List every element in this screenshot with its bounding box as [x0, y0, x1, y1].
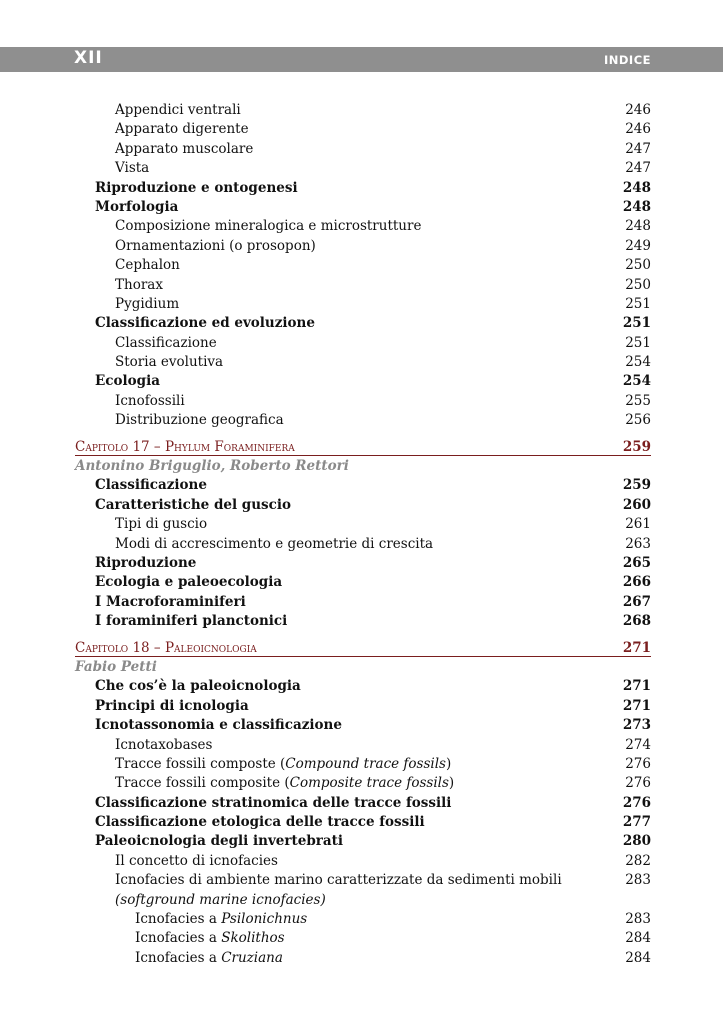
- toc-entry: [0, 217, 723, 236]
- toc-page-number: 276: [625, 755, 651, 772]
- toc-page-number: 276: [625, 775, 651, 792]
- toc-page-number: 246: [625, 121, 651, 138]
- toc-page-number: 283: [625, 872, 651, 889]
- toc-entry: [0, 353, 723, 372]
- toc-page-number: 280: [622, 833, 651, 850]
- toc-entry-label: Appendici ventrali: [115, 102, 241, 118]
- toc-entry-label: Distribuzione geografica: [115, 412, 284, 429]
- toc-entry: [0, 612, 723, 631]
- toc-page-number: 247: [625, 160, 651, 177]
- toc-entry: [0, 871, 723, 890]
- toc-entry: [0, 697, 723, 716]
- toc-page-number: 283: [625, 911, 651, 928]
- toc-entry: [0, 554, 723, 573]
- toc-page-number: 247: [625, 140, 651, 157]
- toc-entry: [0, 910, 723, 929]
- toc-page-number: 250: [625, 257, 651, 274]
- toc-entry-label: Capitolo 17 – Phylum Foraminifera: [75, 438, 295, 455]
- toc-entry-label: Thorax: [115, 276, 163, 293]
- toc-entry: [0, 140, 723, 159]
- toc-entry: [0, 832, 723, 851]
- toc-entry-label: Paleoicnologia degli invertebrati: [95, 833, 343, 850]
- toc-entry-label: (softground marine icnofacies): [115, 891, 326, 908]
- toc-page-number: 259: [622, 477, 651, 494]
- toc-entry: [0, 891, 723, 910]
- toc-entry-label: Caratteristiche del guscio: [95, 496, 292, 513]
- toc-entry-label: Riproduzione: [95, 554, 197, 571]
- toc-entry-label: Fabio Petti: [75, 658, 157, 675]
- toc-entry-label: Pygidium: [115, 295, 180, 312]
- toc-entry-label: Il concetto di icnofacies: [115, 852, 278, 869]
- toc-entry: [0, 774, 723, 793]
- toc-entry: [0, 755, 723, 774]
- toc-entry: [0, 535, 723, 554]
- toc-page-number: 274: [625, 736, 651, 753]
- toc-entry-label: Icnotaxobases: [115, 736, 213, 753]
- toc-entry: [0, 736, 723, 755]
- toc-entry-label: Apparato muscolare: [115, 140, 254, 157]
- toc-page-number: 248: [622, 179, 651, 196]
- toc-entry: [0, 256, 723, 275]
- toc-page-number: 261: [625, 516, 651, 533]
- toc-entry: [0, 237, 723, 256]
- toc-page-number: 284: [625, 930, 651, 947]
- toc-page-number: 268: [622, 613, 651, 630]
- toc-chapter-authors: [0, 658, 723, 677]
- toc-entry-label: Antonino Briguglio, Roberto Rettori: [75, 458, 349, 475]
- toc-page-number: 250: [625, 276, 651, 293]
- toc-page-number: 271: [622, 697, 651, 714]
- chapter-divider: [75, 656, 651, 657]
- toc-entry: [0, 716, 723, 735]
- toc-page-number: 271: [622, 639, 651, 656]
- toc-entry: [0, 573, 723, 592]
- toc-page-number: 254: [625, 354, 651, 371]
- toc-page-number: 263: [625, 535, 651, 552]
- toc-entry-label: Icnofacies a Psilonichnus: [135, 911, 308, 928]
- toc-entry: [0, 314, 723, 333]
- toc-entry-label: Classificazione stratinomica delle tracce fossili: [95, 794, 452, 811]
- toc-entry-label: Ecologia e paleoecologia: [95, 574, 283, 591]
- toc-page-number: 273: [622, 717, 651, 734]
- toc-page-number: 260: [622, 496, 651, 513]
- toc-entry: [0, 515, 723, 534]
- toc-page-number: 267: [622, 593, 651, 610]
- toc-entry: [0, 411, 723, 430]
- toc-entry: [0, 392, 723, 411]
- toc-entry-label: Riproduzione e ontogenesi: [95, 179, 298, 196]
- toc-chapter-heading: [0, 639, 723, 658]
- toc-entry-label: Composizione mineralogica e microstrutture: [115, 218, 422, 235]
- toc-entry: [0, 198, 723, 217]
- running-header: [0, 47, 723, 72]
- toc-entry: [0, 949, 723, 968]
- toc-page-number: 271: [622, 678, 651, 695]
- toc-entry-label: Modi di accrescimento e geometrie di crescita: [115, 535, 434, 552]
- toc-entry-label: Icnofacies a Cruziana: [135, 949, 283, 966]
- toc-entry-label: Tracce fossili composte (Compound trace fossils): [115, 755, 452, 772]
- toc-page-number: 256: [625, 412, 651, 429]
- toc-entry-label: Principi di icnologia: [95, 697, 249, 714]
- toc-page-number: 259: [622, 438, 651, 455]
- toc-entry-label: Storia evolutiva: [115, 354, 224, 371]
- toc-entry: [0, 496, 723, 515]
- toc-entry: [0, 476, 723, 495]
- toc-entry: [0, 593, 723, 612]
- chapter-divider: [75, 455, 651, 456]
- toc-entry: [0, 179, 723, 198]
- toc-page-number: 282: [625, 852, 651, 869]
- toc-entry-label: Icnofacies a Skolithos: [135, 930, 285, 947]
- toc-entry-label: Capitolo 18 – Paleoicnologia: [75, 639, 257, 656]
- toc-entry: [0, 813, 723, 832]
- toc-entry-label: Vista: [115, 160, 150, 177]
- toc-entry-label: I Macroforaminiferi: [95, 593, 246, 610]
- toc-entry-label: Apparato digerente: [115, 121, 249, 138]
- toc-page-number: 254: [622, 373, 651, 390]
- toc-page-number: 246: [625, 102, 651, 118]
- section-title: INDICE: [603, 53, 651, 67]
- toc-page-number: 251: [625, 295, 651, 312]
- table-of-contents: [0, 101, 723, 968]
- toc-entry: [0, 295, 723, 314]
- toc-entry: [0, 794, 723, 813]
- toc-entry: [0, 159, 723, 178]
- toc-entry: [0, 334, 723, 353]
- toc-entry: [0, 101, 723, 120]
- toc-entry-label: Tipi di guscio: [115, 516, 208, 533]
- toc-page-number: 265: [622, 554, 651, 571]
- toc-page-number: 249: [625, 237, 651, 254]
- toc-entry-label: Classificazione ed evoluzione: [95, 315, 315, 332]
- toc-page-number: 266: [622, 574, 651, 591]
- toc-entry-label: Cephalon: [115, 257, 180, 274]
- toc-page-number: 248: [622, 198, 651, 215]
- toc-entry: [0, 677, 723, 696]
- page-number: XII: [74, 48, 103, 68]
- toc-entry-label: Ecologia: [95, 373, 160, 390]
- toc-page-number: 251: [622, 315, 651, 332]
- toc-entry: [0, 852, 723, 871]
- toc-entry-label: Icnofacies di ambiente marino caratterizzate da sedimenti mobili: [115, 872, 562, 889]
- toc-entry: [0, 372, 723, 391]
- toc-entry-label: Che cos’è la paleoicnologia: [95, 678, 301, 695]
- toc-page-number: 251: [625, 334, 651, 351]
- toc-entry: [0, 276, 723, 295]
- toc-page-number: 284: [625, 949, 651, 966]
- toc-entry-label: Icnotassonomia e classificazione: [95, 717, 342, 734]
- toc-page-number: 248: [625, 218, 651, 235]
- toc-entry-label: Classificazione: [115, 334, 217, 351]
- toc-entry-label: Morfologia: [95, 198, 179, 215]
- toc-chapter-authors: [0, 457, 723, 476]
- toc-entry-label: Classificazione etologica delle tracce fossili: [95, 814, 425, 831]
- toc-entry-label: I foraminiferi planctonici: [95, 613, 288, 630]
- toc-entry: [0, 120, 723, 139]
- toc-entry-label: Ornamentazioni (o prosopon): [115, 237, 316, 254]
- toc-entry-label: Classificazione: [95, 477, 207, 494]
- toc-entry-label: Icnofossili: [115, 392, 185, 409]
- toc-chapter-heading: [0, 438, 723, 457]
- toc-page-number: 277: [622, 814, 651, 831]
- toc-entry: [0, 929, 723, 948]
- toc-entry-label: Tracce fossili composite (Composite trace fossils): [115, 775, 455, 792]
- toc-page-number: 255: [625, 392, 651, 409]
- toc-page-number: 276: [622, 794, 651, 811]
